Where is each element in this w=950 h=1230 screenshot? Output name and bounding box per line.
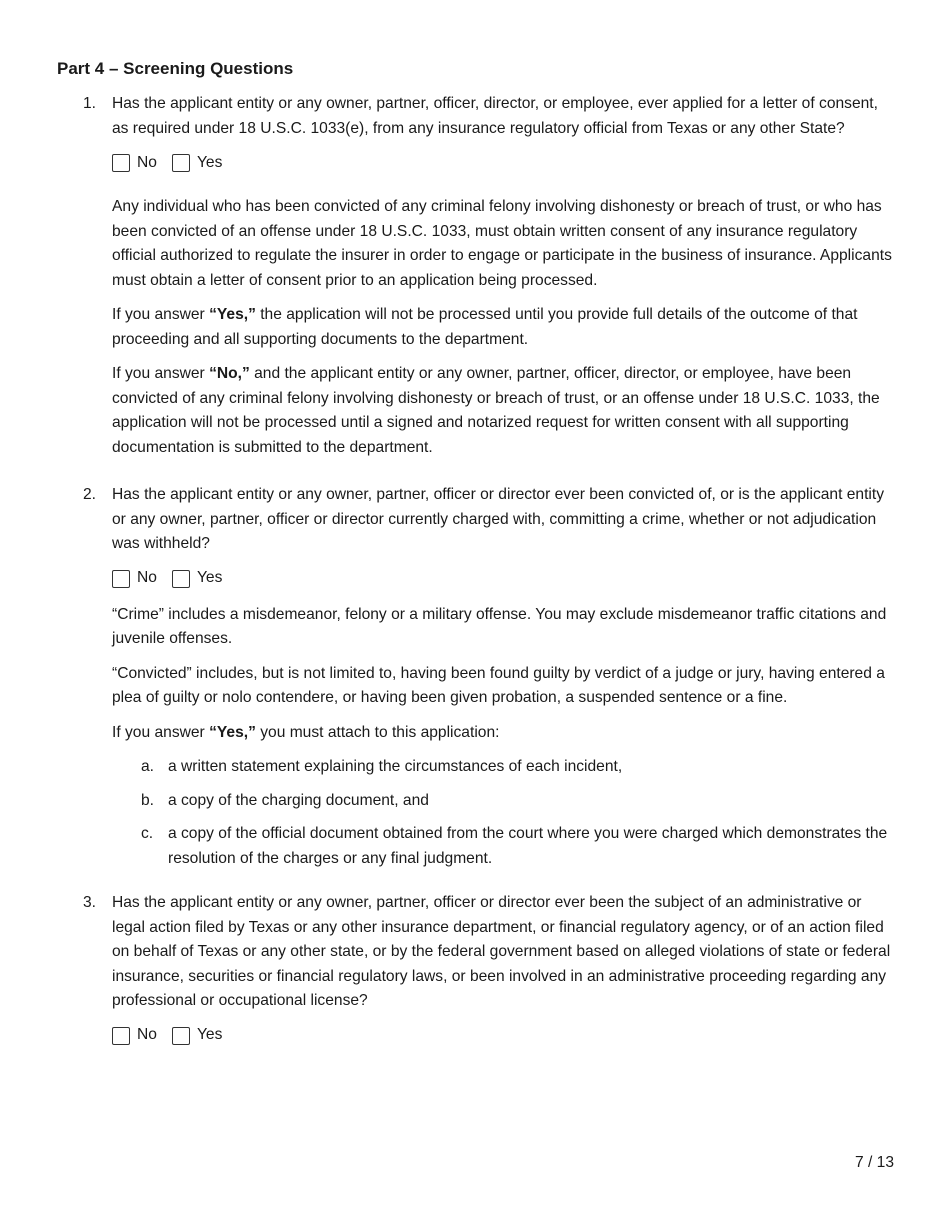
q3-yes-checkbox[interactable] xyxy=(172,1027,190,1045)
question-3 xyxy=(57,891,897,1014)
item-letter: a. xyxy=(141,758,155,775)
yes-label: Yes xyxy=(196,153,223,171)
document-page xyxy=(57,57,897,1060)
q3-no-checkbox[interactable] xyxy=(112,1027,130,1045)
answer-options-3 xyxy=(112,1024,897,1048)
question-1 xyxy=(57,92,897,141)
question-text: Has the applicant entity or any owner, partner, officer, director, or employee, ever applied for a letter of consent, as required under 18 U.S.C. 1033(e), from any insurance regulatory official from Texas or any other State? xyxy=(112,95,878,137)
q1-no-checkbox[interactable] xyxy=(112,154,130,172)
attachment-item-c xyxy=(112,822,897,871)
q2-crime-definition: “Crime” includes a misdemeanor, felony or a military offense. You may exclude misdemeanor traffic citations and juvenile offenses. xyxy=(112,605,887,647)
question-number: 2. xyxy=(83,486,97,503)
attachment-item-b xyxy=(112,789,897,814)
question-2 xyxy=(57,483,897,557)
q2-no-checkbox[interactable] xyxy=(112,570,130,588)
attachment-item-a xyxy=(112,755,897,780)
item-letter: c. xyxy=(141,825,154,842)
question-text: Has the applicant entity or any owner, partner, officer or director ever been the subject of an administrative or legal action filed by Texas or any other insurance department, or financial regulatory agency, or of an action filed on behalf of Texas or any other state, or by the federal government based on alleged violations of state or federal insurance, securities or financial regulatory laws, or been involved in an administrative proceeding regarding any professional or occupational license? xyxy=(112,894,891,1009)
q1-no-paragraph: If you answer “No,” and the applicant entity or any owner, partner, officer, director, or employee, have been convicted of any criminal felony involving dishonesty or breach of trust, or an offense under 18 U.S.C. 1033, the application will not be processed until a signed and notarized request for written consent with all supporting documentation is submitted to the department. xyxy=(112,365,880,456)
yes-label: Yes xyxy=(196,569,223,587)
q1-consent-paragraph: Any individual who has been convicted of any criminal felony involving dishonesty or breach of trust, or who has been convicted of an offense under 18 U.S.C. 1033, must obtain written consent of any insurance regulatory official authorized to regulate the insurer in order to engage or participate in the business of insurance. Applicants must obtain a letter of consent prior to an application being processed. xyxy=(112,198,892,289)
question-number: 3. xyxy=(83,894,97,911)
yes-label: Yes xyxy=(196,1026,223,1044)
q2-yes-paragraph: If you answer “Yes,” you must attach to this application: xyxy=(112,723,500,741)
item-text: a copy of the charging document, and xyxy=(168,791,429,809)
no-label: No xyxy=(137,153,157,171)
question-number: 1. xyxy=(83,95,97,112)
answer-options-2 xyxy=(112,567,897,591)
q1-yes-checkbox[interactable] xyxy=(172,154,190,172)
no-label: No xyxy=(137,569,157,587)
q2-convicted-definition: “Convicted” includes, but is not limited to, having been found guilty by verdict of a judge or jury, having entered a plea of guilty or nolo contendere, or having been given probation, a suspended sentence or a fine. xyxy=(112,664,885,706)
item-text: a copy of the official document obtained from the court where you were charged which demonstrates the resolution of the charges or any final judgment. xyxy=(168,825,888,867)
item-letter: b. xyxy=(141,791,155,809)
q1-yes-paragraph: If you answer “Yes,” the application will not be processed until you provide full details of the outcome of that proceeding and all supporting documents to the department. xyxy=(112,306,858,348)
answer-options-1 xyxy=(112,151,897,175)
no-label: No xyxy=(137,1026,157,1044)
question-text: Has the applicant entity or any owner, partner, officer or director ever been convicted of, or is the applicant entity or any owner, partner, officer or director currently charged with, committing a crime, whether or not adjudication was withheld? xyxy=(112,486,885,552)
item-text: a written statement explaining the circumstances of each incident, xyxy=(168,758,623,775)
q2-yes-checkbox[interactable] xyxy=(172,570,190,588)
page-number: 7 / 13 xyxy=(854,1154,894,1171)
section-heading: Part 4 – Screening Questions xyxy=(57,59,294,78)
